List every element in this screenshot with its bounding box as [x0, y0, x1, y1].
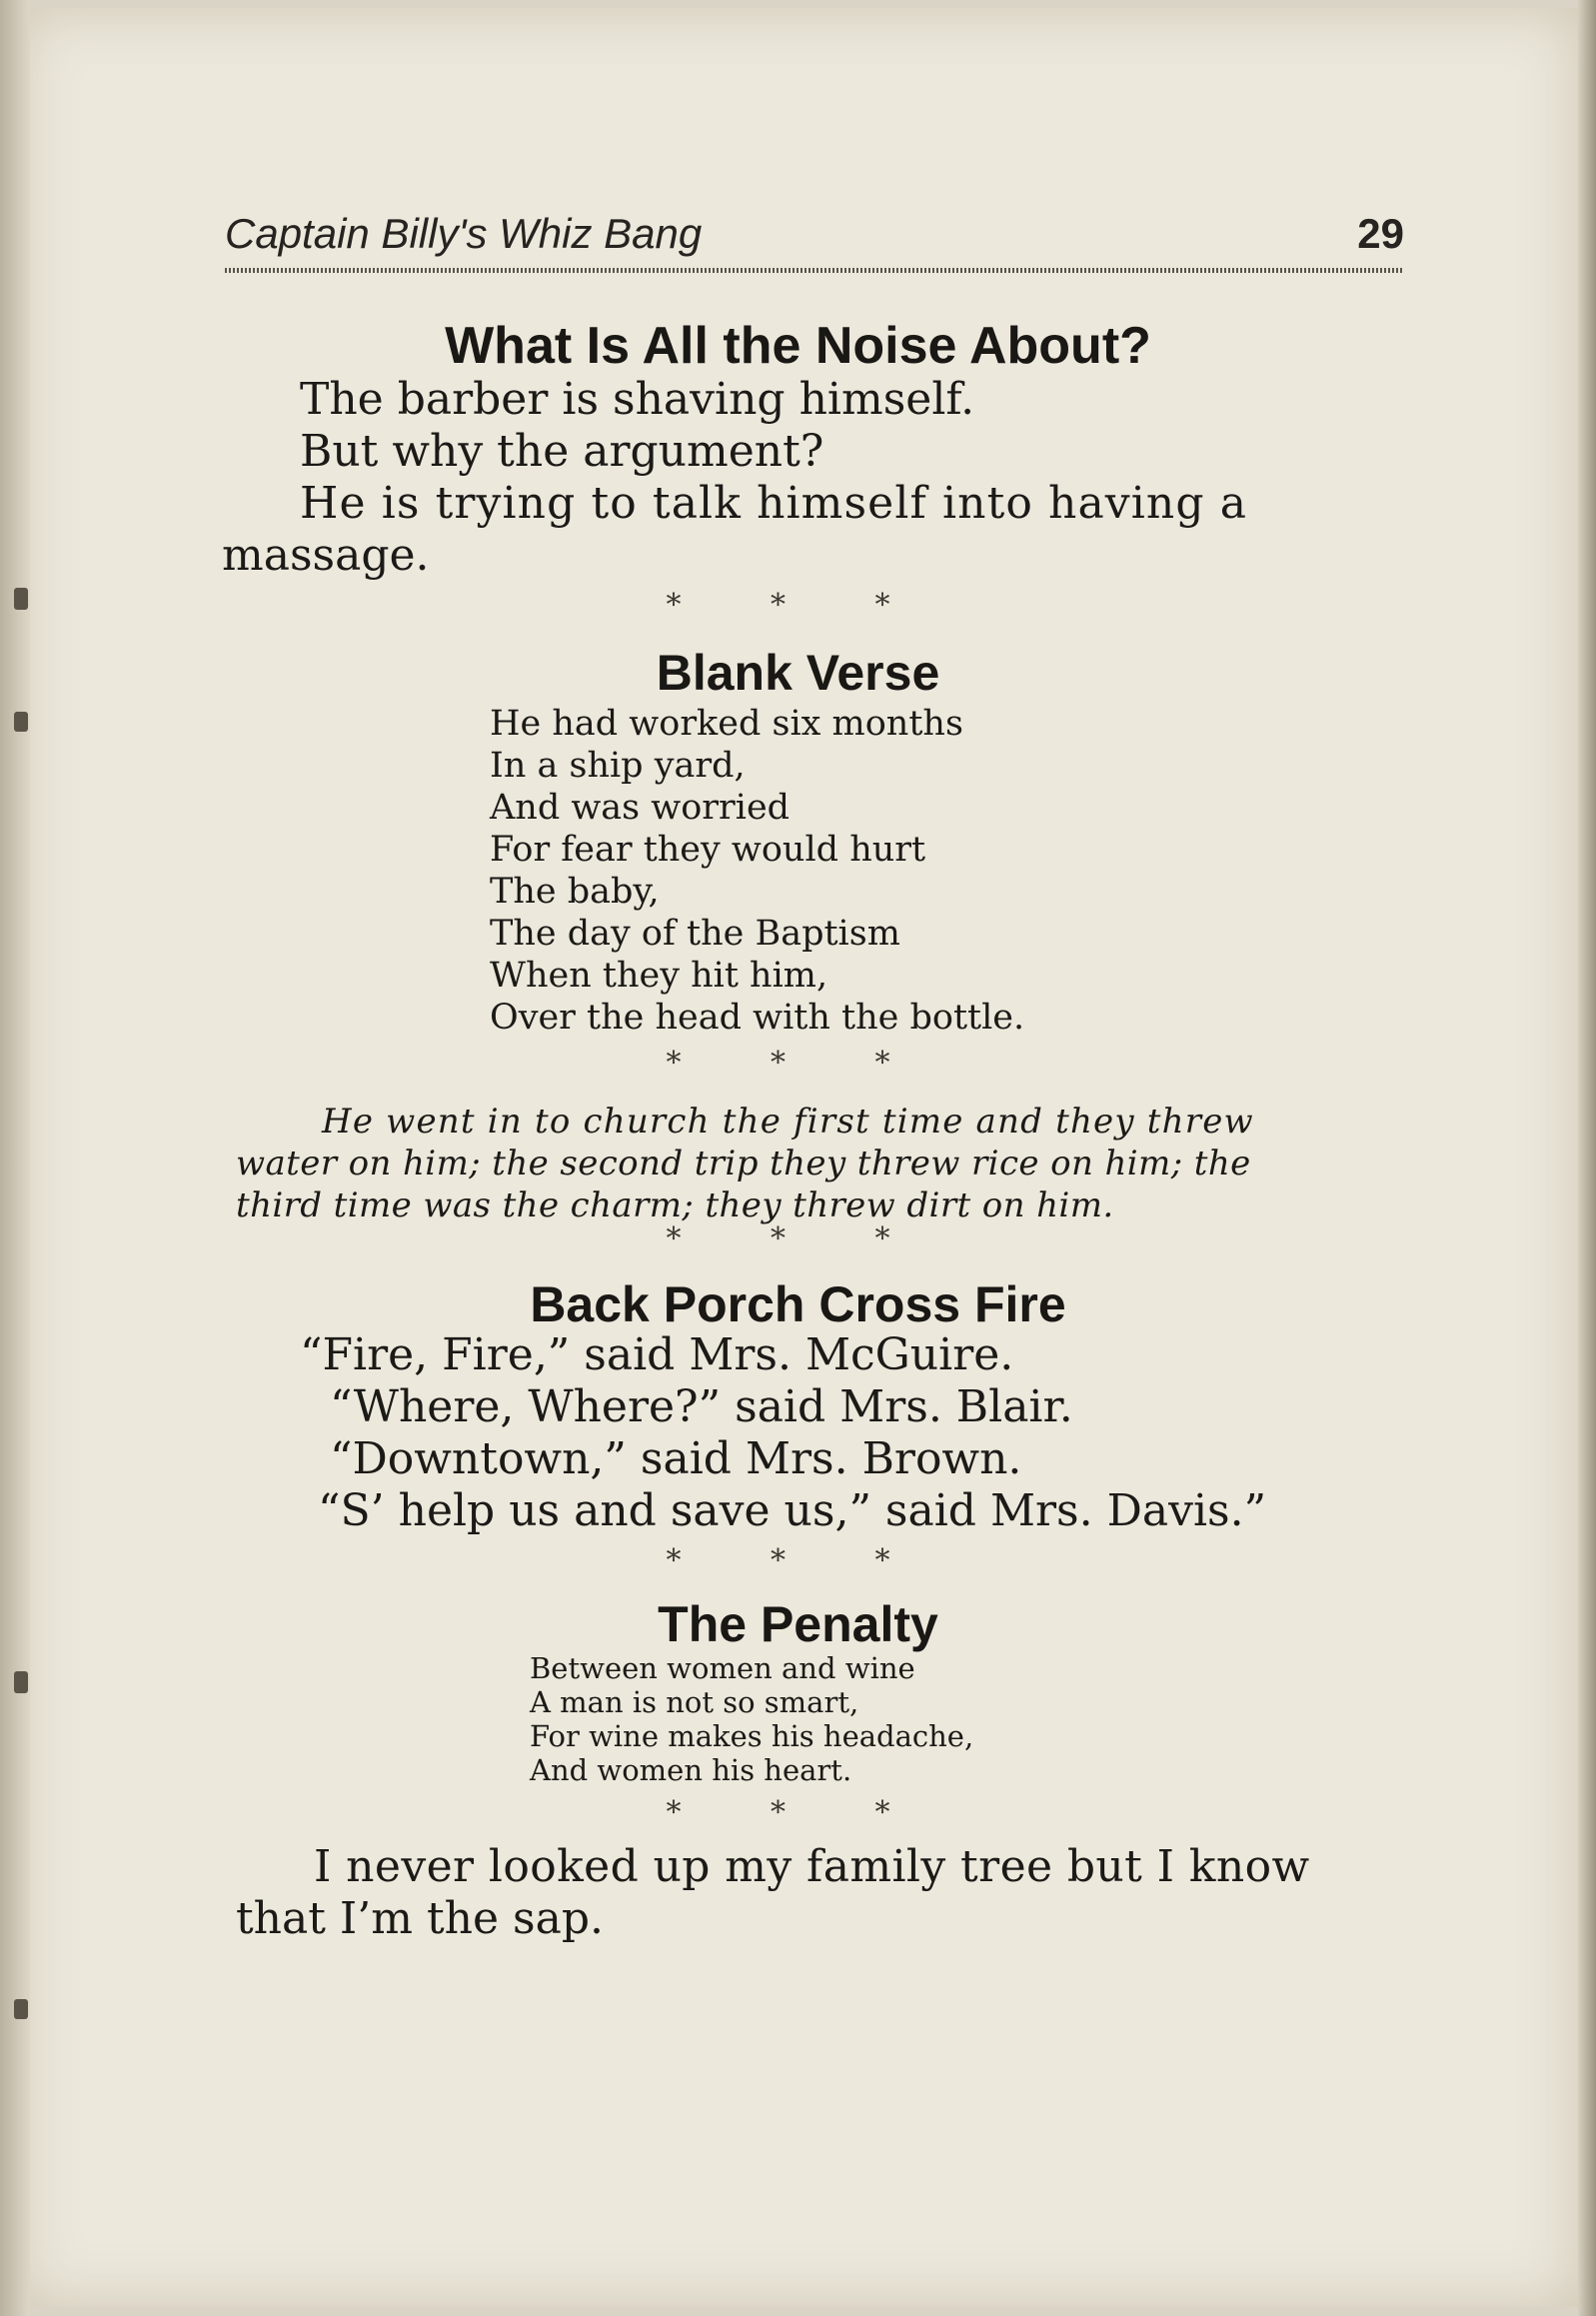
binding-mark [14, 712, 28, 732]
page-number: 29 [1357, 210, 1404, 257]
text-line: “S’ help us and save us,” said Mrs. Davis.” [318, 1485, 1267, 1536]
text-line: “Fire, Fire,” said Mrs. McGuire. [300, 1329, 1014, 1380]
text-line: “Downtown,” said Mrs. Brown. [330, 1433, 1022, 1484]
verse-line: For fear they would hurt [490, 830, 926, 870]
separator-stars: * * * [666, 1543, 930, 1578]
text-line: that I’m the sap. [236, 1893, 605, 1944]
text-line: I never looked up my family tree but I know [314, 1841, 1310, 1892]
verse-line: And women his heart. [530, 1753, 852, 1787]
verse-line: Over the head with the bottle. [490, 998, 1025, 1038]
running-title: Captain Billy's Whiz Bang [225, 210, 703, 257]
section-title: Back Porch Cross Fire [530, 1276, 1066, 1332]
verse-line: He had worked six months [490, 704, 963, 744]
binding-mark [14, 1671, 28, 1693]
section-title: Blank Verse [656, 645, 940, 701]
section-title: The Penalty [658, 1596, 938, 1652]
text-line: But why the argument? [300, 426, 824, 477]
text-line: massage. [222, 530, 430, 581]
header-rule [225, 268, 1404, 273]
verse-line: In a ship yard, [490, 746, 746, 786]
text-line: third time was the charm; they threw dirt on him. [236, 1185, 1114, 1225]
separator-stars: * * * [666, 1795, 930, 1830]
verse-line: When they hit him, [490, 956, 828, 996]
verse-line: The day of the Baptism [490, 914, 900, 954]
verse-line: And was worried [490, 788, 791, 828]
separator-stars: * * * [666, 1046, 930, 1081]
separator-stars: * * * [666, 1221, 930, 1256]
verse-line: A man is not so smart, [530, 1685, 859, 1719]
section-title: What Is All the Noise About? [445, 317, 1151, 375]
verse-line: Between women and wine [530, 1651, 915, 1685]
text-line: He went in to church the first time and they threw [322, 1102, 1254, 1142]
text-line: The barber is shaving himself. [300, 374, 975, 425]
verse-line: For wine makes his headache, [530, 1719, 974, 1753]
verse-line: The baby, [490, 872, 660, 912]
separator-stars: * * * [666, 588, 930, 623]
text-line: He is trying to talk himself into having a [300, 478, 1248, 529]
text-line: water on him; the second trip they threw rice on him; the [236, 1144, 1251, 1183]
running-head [225, 210, 1404, 266]
text-line: “Where, Where?” said Mrs. Blair. [330, 1381, 1073, 1432]
binding-mark [14, 1999, 28, 2019]
